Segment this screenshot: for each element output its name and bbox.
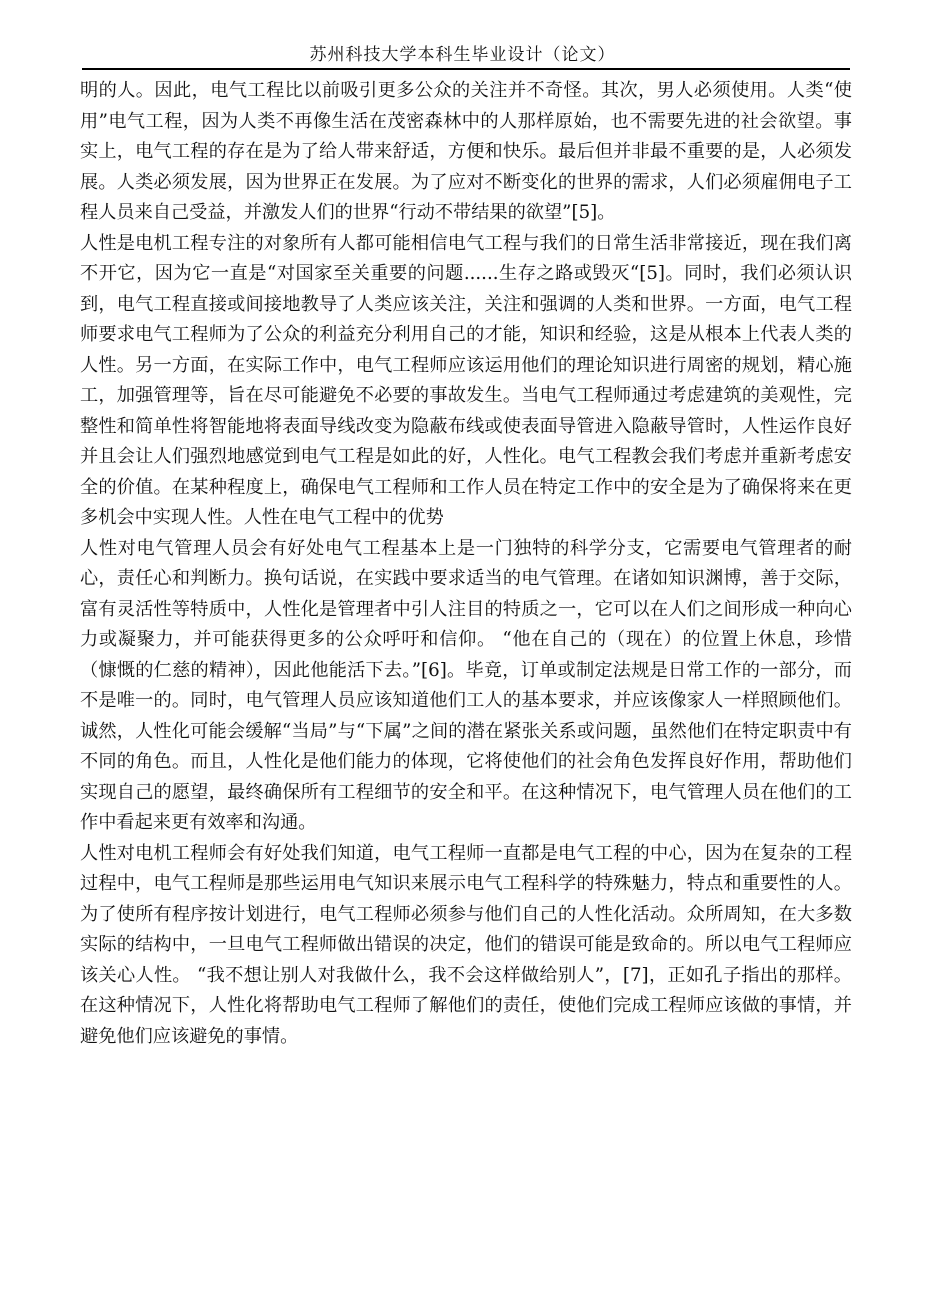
header-rule	[82, 68, 850, 70]
paragraph-2: 人性是电机工程专注的对象所有人都可能相信电气工程与我们的日常生活非常接近，现在我们离不开它，因为它一直是“对国家至关重要的问题......生存之路或毁灭“[5]。同时，我们必须认识到，电气工程直接或间接地教导了人类应该关注，关注和强调的人类和世界。一方面，电气工程师要求电气工程师为了公众的利益充分利用自己的才能，知识和经验，这是从根本上代表人类的人性。另一方面，在实际工作中，电气工程师应该运用他们的理论知识进行周密的规划，精心施工，加强管理等，旨在尽可能避免不必要的事故发生。当电气工程师通过考虑建筑的美观性，完整性和简单性将智能地将表面导线改变为隐蔽布线或使表面导管进入隐蔽导管时，人性运作良好并且会让人们强烈地感觉到电气工程是如此的好，人性化。电气工程教会我们考虑并重新考虑安全的价值。在某种程度上，确保电气工程师和工作人员在特定工作中的安全是为了确保将来在更多机会中实现人性。人性在电气工程中的优势	[80, 232, 852, 528]
paragraph-4: 人性对电机工程师会有好处我们知道，电气工程师一直都是电气工程的中心，因为在复杂的工程过程中，电气工程师是那些运用电气知识来展示电气工程科学的特殊魅力，特点和重要性的人。为了使所有程序按计划进行，电气工程师必须参与他们自己的人性化活动。众所周知，在大多数实际的结构中，一旦电气工程师做出错误的决定，他们的错误可能是致命的。所以电气工程师应该关心人性。 “我不想让别人对我做什么，我不会这样做给别人”，[7]，正如孔子指出的那样。在这种情况下，人性化将帮助电气工程师了解他们的责任，使他们完成工程师应该做的事情，并避免他们应该避免的事情。	[80, 842, 852, 1047]
body-text	[80, 76, 852, 1052]
paragraph-1: 明的人。因此，电气工程比以前吸引更多公众的关注并不奇怪。其次，男人必须使用。人类“使用”电气工程，因为人类不再像生活在茂密森林中的人那样原始，也不需要先进的社会欲望。事实上，电气工程的存在是为了给人带来舒适，方便和快乐。最后但并非最不重要的是，人必须发展。人类必须发展，因为世界正在发展。为了应对不断变化的世界的需求，人们必须雇佣电子工程人员来自己受益，并激发人们的世界“行动不带结果的欲望”[5]。	[80, 80, 852, 223]
page-header: 苏州科技大学本科生毕业设计（论文）	[309, 45, 616, 65]
paragraph-3: 人性对电气管理人员会有好处电气工程基本上是一门独特的科学分支，它需要电气管理者的耐心，责任心和判断力。换句话说，在实践中要求适当的电气管理。在诸如知识渊博，善于交际，富有灵活性等特质中，人性化是管理者中引人注目的特质之一，它可以在人们之间形成一种向心力或凝聚力，并可能获得更多的公众呼吁和信仰。 “他在自己的（现在）的位置上休息，珍惜（慷慨的仁慈的精神），因此他能活下去。”[6]。毕竟，订单或制定法规是日常工作的一部分，而不是唯一的。同时，电气管理人员应该知道他们工人的基本要求，并应该像家人一样照顾他们。诚然，人性化可能会缓解“当局”与“下属”之间的潜在紧张关系或问题，虽然他们在特定职责中有不同的角色。而且，人性化是他们能力的体现，它将使他们的社会角色发挥良好作用，帮助他们实现自己的愿望，最终确保所有工程细节的安全和平。在这种情况下，电气管理人员在他们的工作中看起来更有效率和沟通。	[80, 537, 852, 833]
